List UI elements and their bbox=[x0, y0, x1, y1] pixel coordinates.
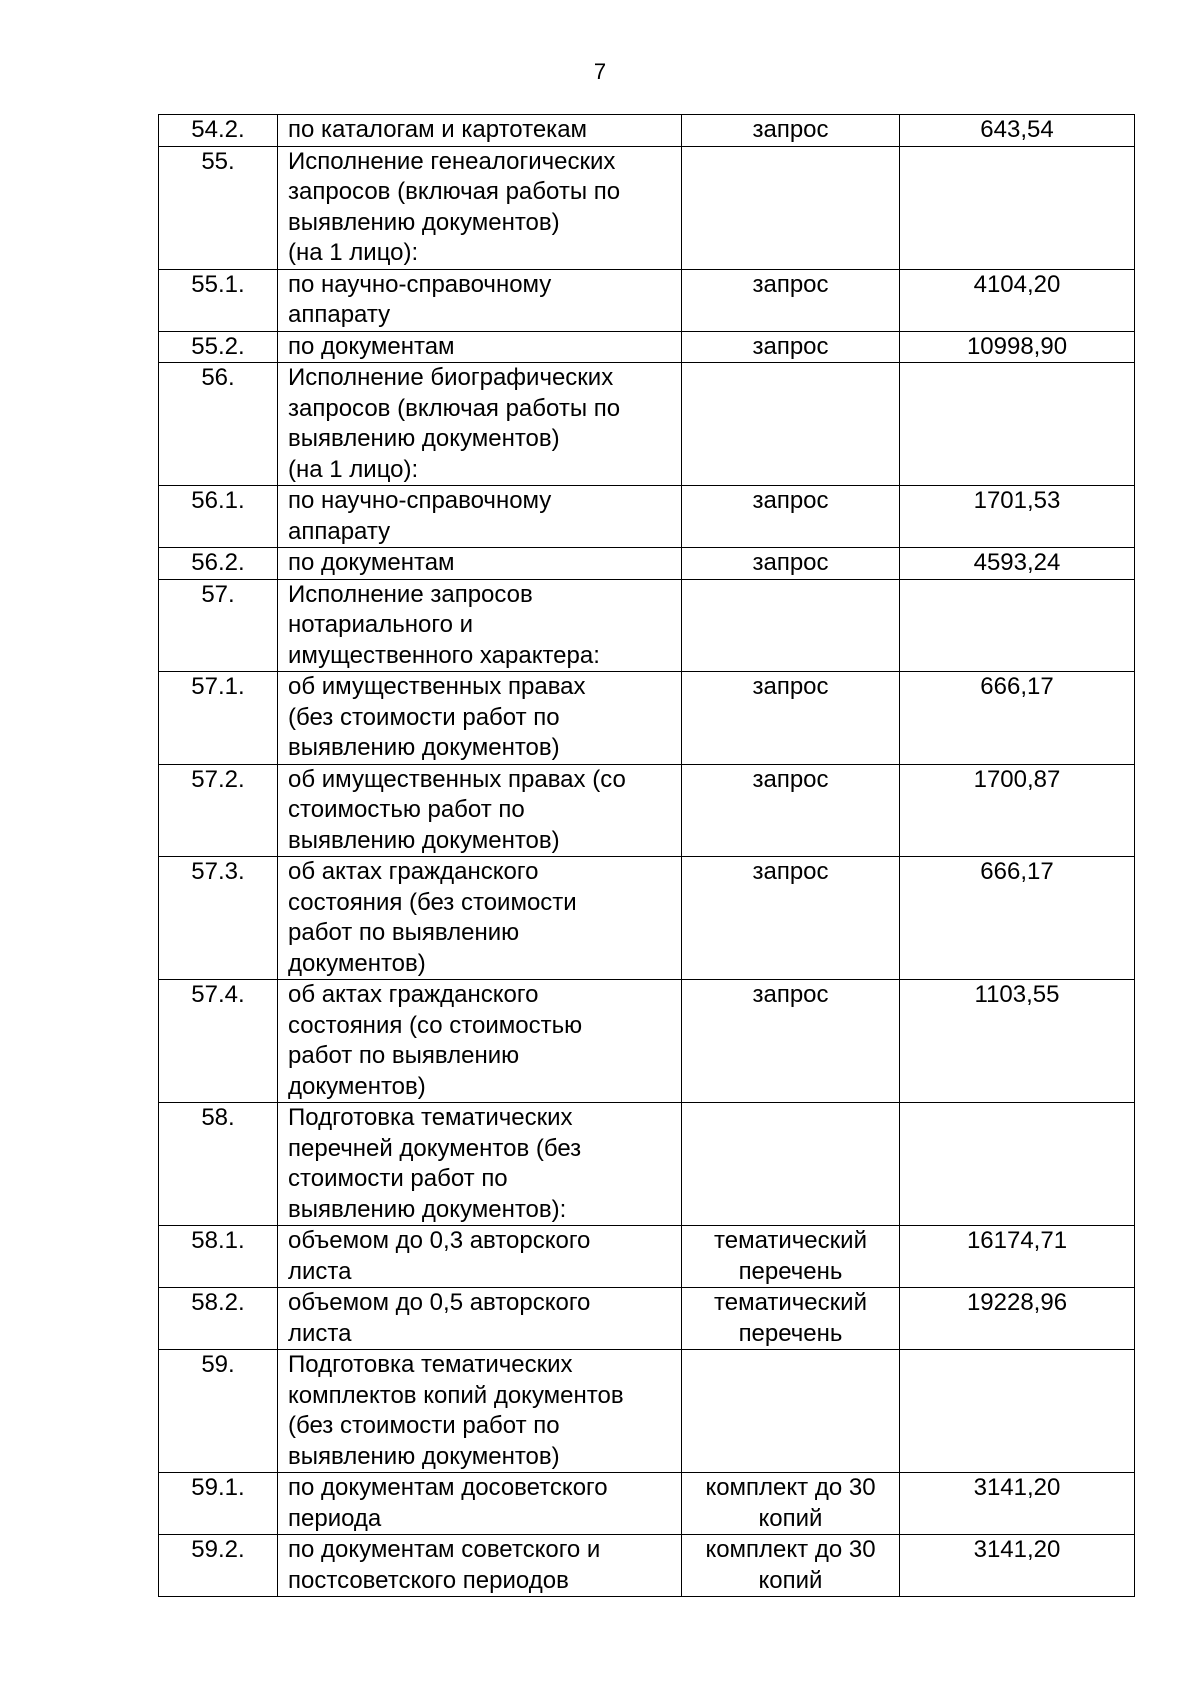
table-row bbox=[159, 1535, 1135, 1597]
item-number: 57.1. bbox=[159, 672, 278, 765]
service-name: Подготовка тематических комплектов копий документов (без стоимости работ по выявлению документов) bbox=[278, 1350, 682, 1473]
unit-of-measure bbox=[682, 1350, 900, 1473]
item-number: 57. bbox=[159, 579, 278, 672]
price-value: 3141,20 bbox=[900, 1535, 1135, 1597]
table-row bbox=[159, 115, 1135, 147]
unit-of-measure: запрос bbox=[682, 980, 900, 1103]
price-value: 1701,53 bbox=[900, 486, 1135, 548]
item-number: 54.2. bbox=[159, 115, 278, 147]
table-row bbox=[159, 548, 1135, 580]
service-name: об актах гражданского состояния (со стоимостью работ по выявлению документов) bbox=[278, 980, 682, 1103]
item-number: 57.4. bbox=[159, 980, 278, 1103]
service-name: Подготовка тематических перечней документов (без стоимости работ по выявлению документов): bbox=[278, 1103, 682, 1226]
service-name: по научно-справочному аппарату bbox=[278, 486, 682, 548]
item-number: 58.1. bbox=[159, 1226, 278, 1288]
unit-of-measure bbox=[682, 146, 900, 269]
table-row bbox=[159, 146, 1135, 269]
service-name: Исполнение биографических запросов (включая работы по выявлению документов) (на 1 лицо): bbox=[278, 363, 682, 486]
unit-of-measure bbox=[682, 579, 900, 672]
item-number: 58. bbox=[159, 1103, 278, 1226]
item-number: 58.2. bbox=[159, 1288, 278, 1350]
price-value: 16174,71 bbox=[900, 1226, 1135, 1288]
unit-of-measure: запрос bbox=[682, 269, 900, 331]
service-name: по каталогам и картотекам bbox=[278, 115, 682, 147]
price-value: 4593,24 bbox=[900, 548, 1135, 580]
unit-of-measure: запрос bbox=[682, 486, 900, 548]
unit-of-measure: комплект до 30 копий bbox=[682, 1535, 900, 1597]
service-name: по документам досоветского периода bbox=[278, 1473, 682, 1535]
price-value: 10998,90 bbox=[900, 331, 1135, 363]
unit-of-measure bbox=[682, 1103, 900, 1226]
table-body bbox=[159, 115, 1135, 1597]
service-name: объемом до 0,5 авторского листа bbox=[278, 1288, 682, 1350]
item-number: 57.2. bbox=[159, 764, 278, 857]
unit-of-measure bbox=[682, 363, 900, 486]
service-name: по документам bbox=[278, 548, 682, 580]
item-number: 56. bbox=[159, 363, 278, 486]
price-value bbox=[900, 363, 1135, 486]
item-number: 55.1. bbox=[159, 269, 278, 331]
table-row bbox=[159, 486, 1135, 548]
table-row bbox=[159, 672, 1135, 765]
service-name: об имущественных правах (со стоимостью работ по выявлению документов) bbox=[278, 764, 682, 857]
price-value: 1700,87 bbox=[900, 764, 1135, 857]
unit-of-measure: запрос bbox=[682, 857, 900, 980]
unit-of-measure: запрос bbox=[682, 115, 900, 147]
page-number: 7 bbox=[593, 59, 607, 84]
table-row bbox=[159, 269, 1135, 331]
item-number: 59.1. bbox=[159, 1473, 278, 1535]
price-table bbox=[158, 114, 1135, 1597]
table-row bbox=[159, 980, 1135, 1103]
table-row bbox=[159, 764, 1135, 857]
item-number: 55. bbox=[159, 146, 278, 269]
unit-of-measure: запрос bbox=[682, 331, 900, 363]
unit-of-measure: запрос bbox=[682, 764, 900, 857]
table-row bbox=[159, 1288, 1135, 1350]
unit-of-measure: запрос bbox=[682, 548, 900, 580]
unit-of-measure: тематический перечень bbox=[682, 1288, 900, 1350]
price-value bbox=[900, 579, 1135, 672]
table-row bbox=[159, 1103, 1135, 1226]
price-value: 666,17 bbox=[900, 672, 1135, 765]
price-value bbox=[900, 1350, 1135, 1473]
unit-of-measure: запрос bbox=[682, 672, 900, 765]
service-name: по документам bbox=[278, 331, 682, 363]
price-value: 19228,96 bbox=[900, 1288, 1135, 1350]
table-row bbox=[159, 331, 1135, 363]
service-name: Исполнение генеалогических запросов (включая работы по выявлению документов) (на 1 лицо): bbox=[278, 146, 682, 269]
price-value: 643,54 bbox=[900, 115, 1135, 147]
price-value bbox=[900, 1103, 1135, 1226]
service-name: по документам советского и постсоветского периодов bbox=[278, 1535, 682, 1597]
item-number: 55.2. bbox=[159, 331, 278, 363]
price-value: 1103,55 bbox=[900, 980, 1135, 1103]
unit-of-measure: комплект до 30 копий bbox=[682, 1473, 900, 1535]
price-value: 4104,20 bbox=[900, 269, 1135, 331]
service-name: объемом до 0,3 авторского листа bbox=[278, 1226, 682, 1288]
table-row bbox=[159, 857, 1135, 980]
table-row bbox=[159, 1473, 1135, 1535]
price-value bbox=[900, 146, 1135, 269]
table-row bbox=[159, 1350, 1135, 1473]
service-name: по научно-справочному аппарату bbox=[278, 269, 682, 331]
price-value: 666,17 bbox=[900, 857, 1135, 980]
table-row bbox=[159, 1226, 1135, 1288]
service-name: Исполнение запросов нотариального и имущественного характера: bbox=[278, 579, 682, 672]
service-name: об актах гражданского состояния (без стоимости работ по выявлению документов) bbox=[278, 857, 682, 980]
table-row bbox=[159, 363, 1135, 486]
price-value: 3141,20 bbox=[900, 1473, 1135, 1535]
item-number: 59.2. bbox=[159, 1535, 278, 1597]
item-number: 57.3. bbox=[159, 857, 278, 980]
service-name: об имущественных правах (без стоимости работ по выявлению документов) bbox=[278, 672, 682, 765]
item-number: 56.2. bbox=[159, 548, 278, 580]
item-number: 56.1. bbox=[159, 486, 278, 548]
unit-of-measure: тематический перечень bbox=[682, 1226, 900, 1288]
table-row bbox=[159, 579, 1135, 672]
item-number: 59. bbox=[159, 1350, 278, 1473]
